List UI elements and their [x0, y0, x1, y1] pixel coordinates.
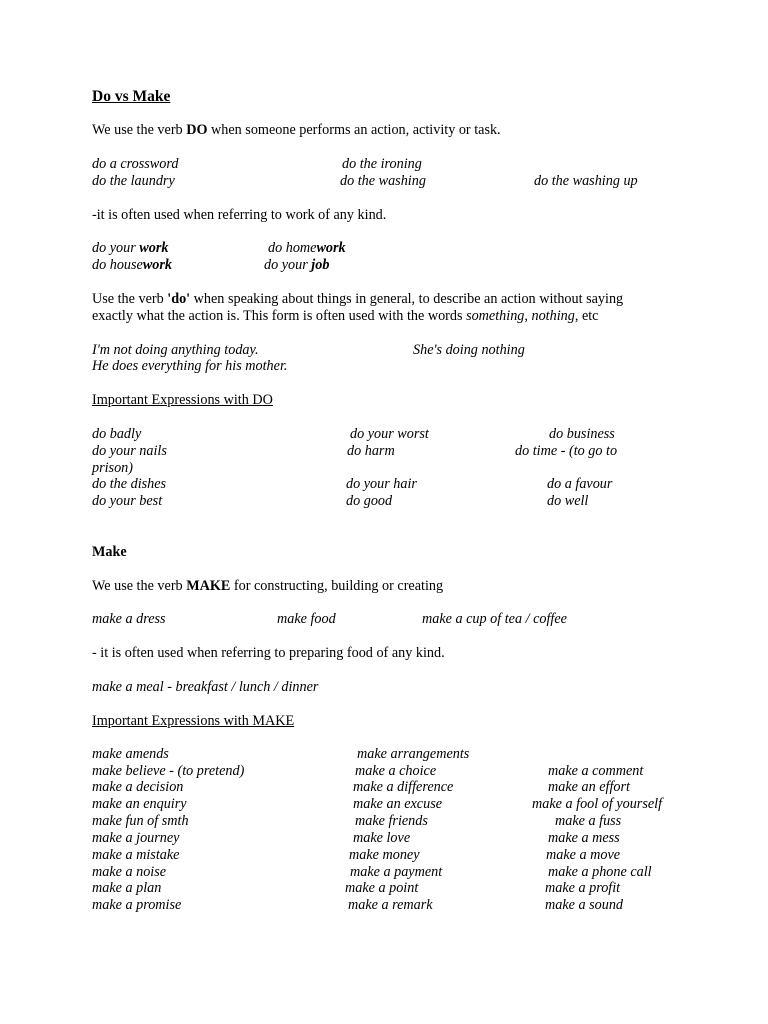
do-example: do the washing up [534, 173, 638, 189]
do-example: do the laundry [92, 173, 175, 189]
do-intro-pre: We use the verb [92, 122, 187, 138]
make-expression: make money [349, 847, 420, 863]
make-expression: make a mistake [92, 847, 180, 863]
work-example-bold: job [311, 257, 330, 273]
make-expression: make friends [355, 813, 428, 829]
make-expression: make a move [546, 847, 621, 863]
make-expression: make a plan [92, 880, 162, 896]
make-expression: make a promise [92, 897, 182, 913]
general-note-line1 [92, 291, 623, 308]
make-expression: make a phone call [548, 864, 652, 880]
do-expression: do your hair [346, 476, 417, 492]
make-expression: make a fool of yourself [532, 796, 663, 812]
do-expression-wrap: prison) [92, 460, 133, 476]
make-intro-pre: We use the verb [92, 578, 187, 594]
make-expression: make an effort [548, 779, 630, 795]
make-expression: make a profit [545, 880, 621, 896]
make-example: make food [277, 611, 336, 627]
make-expression: make a payment [350, 864, 443, 880]
make-example: make a dress [92, 611, 166, 627]
do-expression: do harm [347, 443, 395, 459]
general-example: I'm not doing anything today. [92, 342, 259, 358]
make-expression: make a journey [92, 830, 180, 846]
general-note-text: Use the verb [92, 291, 168, 307]
make-expression: make a sound [545, 897, 624, 913]
make-expression: make a point [345, 880, 419, 896]
make-expression: make a decision [92, 779, 184, 795]
do-expression: do your nails [92, 443, 167, 459]
make-expression: make love [353, 830, 411, 846]
make-expression: make amends [92, 746, 169, 762]
make-intro [92, 578, 443, 595]
make-expression: make a fuss [555, 813, 622, 829]
do-expression: do time - (to go to [515, 443, 618, 459]
do-expression: do good [346, 493, 393, 509]
do-expression: do your worst [350, 426, 429, 442]
do-expression: do well [547, 493, 589, 509]
do-intro-post: when someone performs an action, activity or task. [207, 122, 501, 138]
do-expression: do badly [92, 426, 142, 442]
general-note-line2 [92, 308, 598, 325]
make-intro-verb: MAKE [186, 578, 231, 594]
make-expression: make an enquiry [92, 796, 187, 812]
page-title: Do vs Make [92, 88, 171, 105]
do-expression: do your best [92, 493, 163, 509]
work-example-text: do house [92, 257, 143, 273]
general-example: She's doing nothing [413, 342, 525, 358]
make-heading: Make [92, 544, 127, 560]
do-expressions-heading: Important Expressions with DO [92, 392, 273, 408]
work-example-bold: work [142, 257, 173, 273]
work-example-bold: work [139, 240, 169, 256]
do-expression: do the dishes [92, 476, 167, 492]
work-example-text: do your [92, 240, 140, 256]
general-note-text: , etc [574, 308, 599, 324]
do-expression: do a favour [547, 476, 613, 492]
do-intro [92, 122, 501, 139]
do-example: do a crossword [92, 156, 179, 172]
general-note-text: exactly what the action is. This form is often used with the words [92, 308, 467, 324]
make-expression: make a mess [548, 830, 620, 846]
general-note-words: something, nothing [466, 308, 575, 324]
make-expression: make a choice [355, 763, 437, 779]
make-expression: make a comment [548, 763, 644, 779]
do-intro-verb: DO [186, 122, 208, 138]
work-example [268, 240, 346, 257]
general-note-verb: 'do' [167, 291, 191, 307]
work-note: -it is often used when referring to work of any kind. [92, 207, 387, 223]
make-intro-post: for constructing, building or creating [230, 578, 444, 594]
food-example: make a meal - breakfast / lunch / dinner [92, 679, 319, 695]
work-example-bold: work [316, 240, 346, 256]
make-expression: make believe - (to pretend) [92, 763, 245, 779]
work-example [92, 257, 172, 274]
work-example-text: do your [264, 257, 312, 273]
work-example [92, 240, 168, 257]
general-example: He does everything for his mother. [92, 358, 288, 374]
work-example [264, 257, 329, 274]
general-note-text: when speaking about things in general, to describe an action without saying [190, 291, 624, 307]
do-expression: do business [549, 426, 615, 442]
work-example-text: do home [268, 240, 317, 256]
make-expressions-heading: Important Expressions with MAKE [92, 713, 295, 729]
make-expression: make a noise [92, 864, 167, 880]
do-example: do the ironing [342, 156, 422, 172]
make-expression: make a difference [353, 779, 454, 795]
food-note: - it is often used when referring to preparing food of any kind. [92, 645, 445, 661]
make-expression: make fun of smth [92, 813, 189, 829]
make-expression: make a remark [348, 897, 433, 913]
make-expression: make an excuse [353, 796, 443, 812]
make-example: make a cup of tea / coffee [422, 611, 567, 627]
make-expression: make arrangements [357, 746, 470, 762]
do-example: do the washing [340, 173, 426, 189]
